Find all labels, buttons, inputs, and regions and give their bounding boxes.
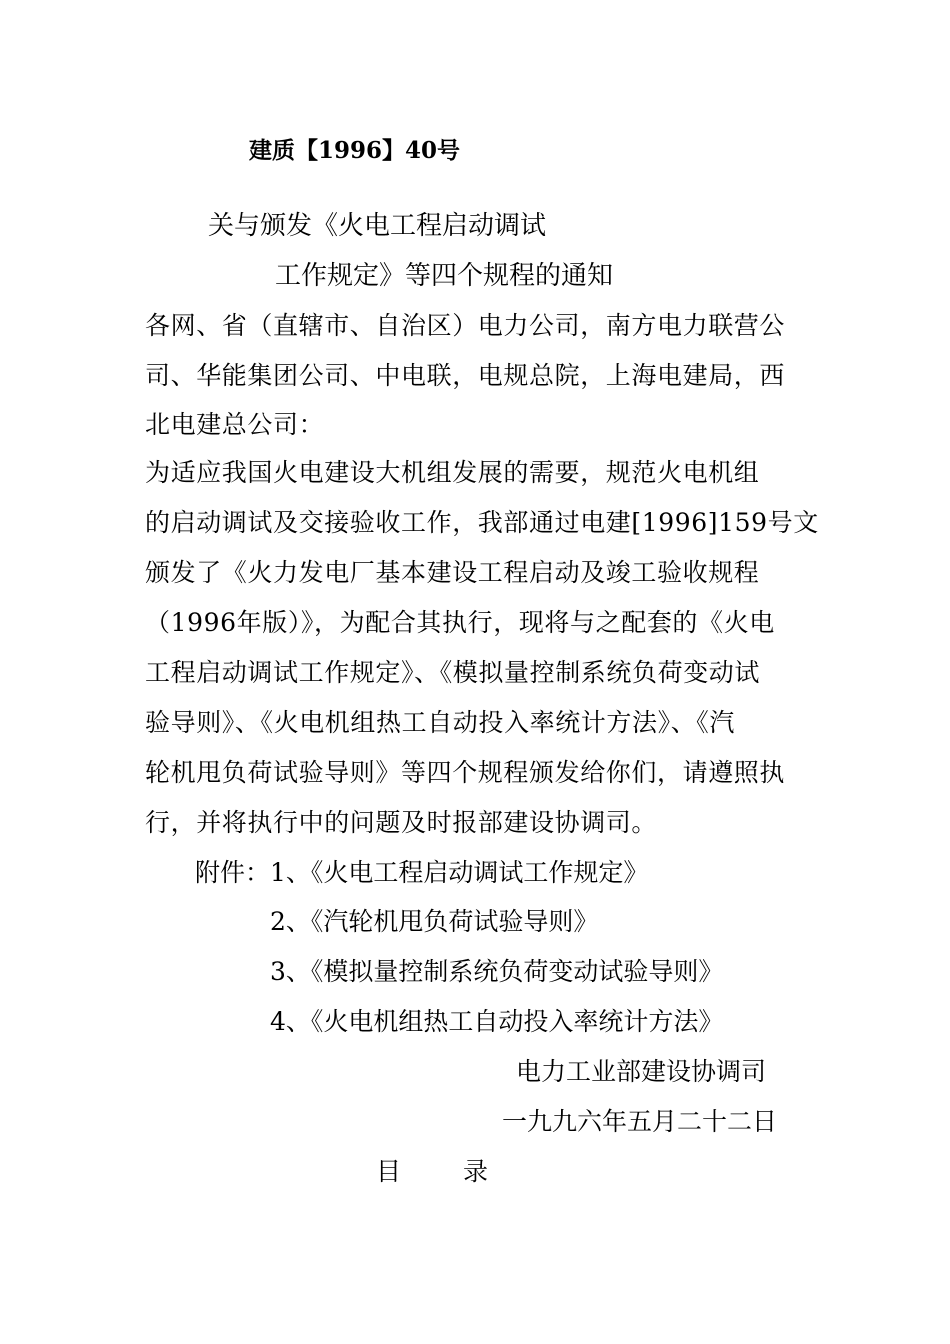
attachments-label: 附件： bbox=[195, 858, 271, 887]
notice-title-line-2: 工作规定》等四个规程的通知 bbox=[275, 261, 614, 291]
toc-heading bbox=[376, 1157, 488, 1187]
body-line-5: 工程启动调试工作规定》、《模拟量控制系统负荷变动试 bbox=[145, 658, 761, 687]
body-line-4: （1996年版）》，为配合其执行，现将与之配套的《火电 bbox=[145, 608, 775, 637]
attachment-item-2: 2、《汽轮机甩负荷试验导则》 bbox=[270, 907, 599, 936]
addressee-line-3: 北电建总公司： bbox=[145, 410, 325, 439]
notice-title-line-1: 关与颁发《火电工程启动调试 bbox=[208, 211, 547, 241]
issue-date: 一九九六年五月二十二日 bbox=[502, 1107, 778, 1136]
body-line-7: 轮机甩负荷试验导则》等四个规程颁发给你们，请遵照执 bbox=[145, 758, 786, 787]
attachment-item-4: 4、《火电机组热工自动投入率统计方法》 bbox=[270, 1007, 724, 1036]
issuer-signature: 电力工业部建设协调司 bbox=[516, 1057, 767, 1086]
document-number: 建质【1996】40号 bbox=[249, 137, 461, 164]
body-line-1: 为适应我国火电建设大机组发展的需要，规范火电机组 bbox=[145, 458, 760, 487]
body-line-3: 颁发了《火力发电厂基本建设工程启动及竣工验收规程 bbox=[145, 558, 760, 587]
addressee-line-2: 司、华能集团公司、中电联，电规总院，上海电建局，西 bbox=[145, 361, 786, 390]
toc-heading-char-2: 录 bbox=[463, 1157, 489, 1186]
body-line-6: 验导则》、《火电机组热工自动投入率统计方法》、《汽 bbox=[145, 708, 736, 737]
addressee-line-1: 各网、省（直辖市、自治区）电力公司，南方电力联营公 bbox=[145, 311, 786, 340]
attachment-item-1: 1、《火电工程启动调试工作规定》 bbox=[270, 858, 649, 887]
body-line-8: 行，并将执行中的问题及时报部建设协调司。 bbox=[145, 808, 658, 837]
body-line-2: 的启动调试及交接验收工作，我部通过电建[1996]159号文 bbox=[145, 508, 819, 537]
attachment-item-3: 3、《模拟量控制系统负荷变动试验导则》 bbox=[270, 957, 724, 986]
toc-heading-char-1: 目 bbox=[376, 1157, 402, 1186]
